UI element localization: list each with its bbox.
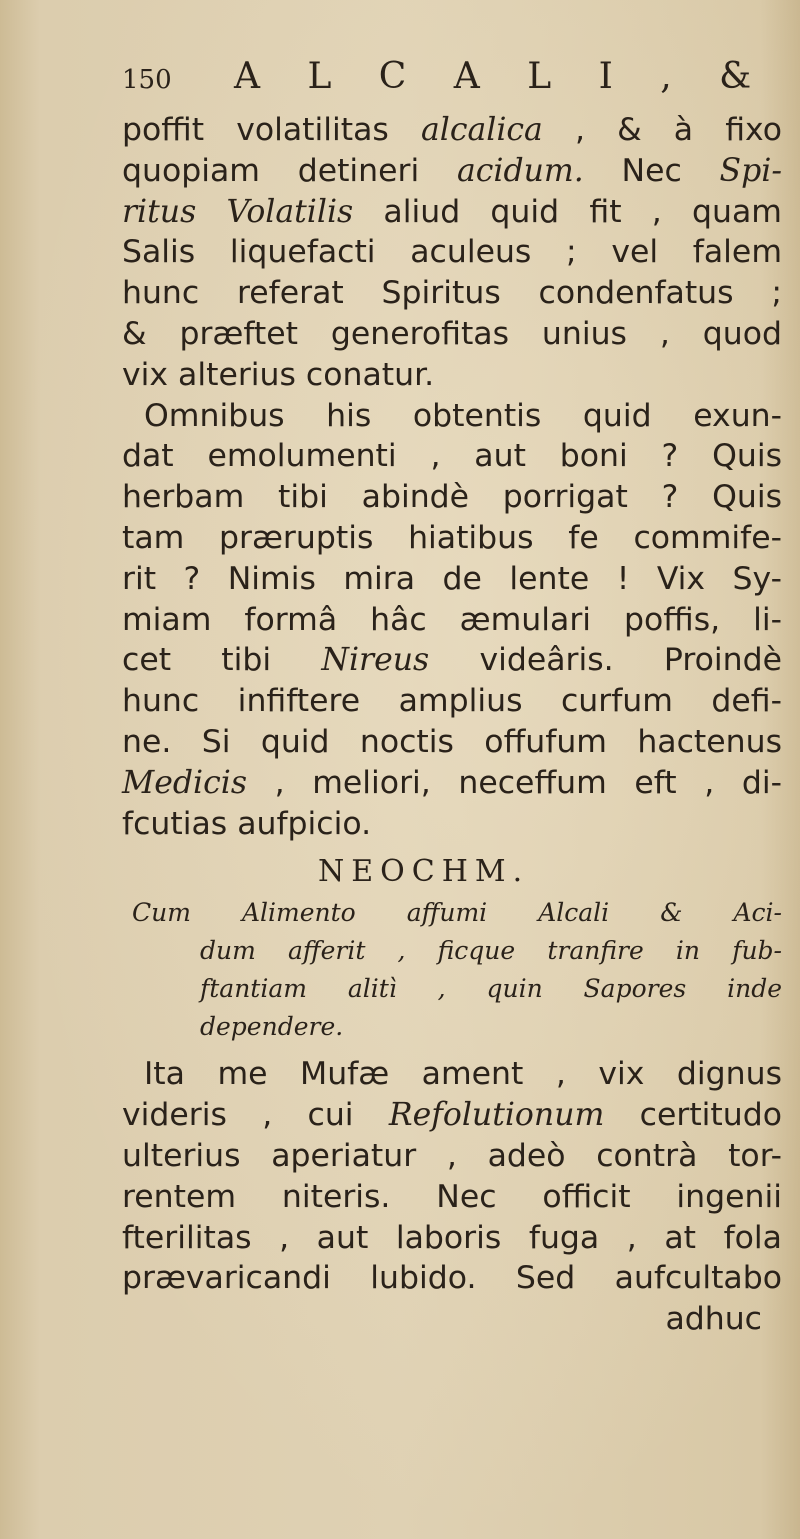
text-span: poffit volatilitas [122, 112, 421, 148]
paragraph-1 [122, 110, 782, 396]
text-span: ne. Si quid noctis offufum hactenus [122, 723, 782, 760]
text-span: quopiam detineri [122, 152, 457, 189]
paragraph-2 [122, 396, 782, 845]
text-span: ulterius aperiatur , adeò contrà tor- [122, 1137, 782, 1174]
text-span: rentem niteris. Nec officit ingenii [122, 1178, 782, 1215]
text-line [122, 1095, 782, 1136]
text-line [122, 314, 782, 355]
text-span: aliud quid fit , quam [353, 193, 782, 230]
text-span: miam formâ hâc æmulari poffis, li- [122, 601, 782, 638]
text-line [122, 559, 782, 600]
text-span: Salis liquefacti aculeus ; vel falem [122, 234, 782, 271]
page-number: 150 [122, 65, 172, 95]
italic-span: Nireus [321, 642, 430, 679]
text-span: vix alterius conatur. [122, 356, 435, 393]
quote-line: dependere. [200, 1012, 344, 1042]
text-span: cet tibi [122, 642, 322, 679]
text-span: Omnibus his obtentis quid exun- [144, 397, 782, 434]
text-line [122, 1136, 782, 1177]
text-line [122, 1218, 782, 1259]
quote-line: Cum Alimento affumi Alcali & Aci- [132, 898, 782, 928]
text-span: videâris. Proindè [429, 642, 782, 679]
text-span: tam præruptis hiatibus fe commife- [122, 519, 782, 556]
text-line [122, 232, 782, 273]
quote-author: NEOCHM. [318, 854, 530, 890]
text-span: fcutias aufpicio. [122, 805, 372, 842]
text-line [122, 151, 782, 192]
text-span: prævaricandi lubido. Sed aufcultabo [122, 1260, 782, 1297]
quote-block [122, 894, 782, 1046]
quote-line: ftantiam alitì , quin Sapores inde [200, 974, 782, 1004]
running-head-title: A L C A L I , & [234, 56, 770, 97]
text-span: dat emolumenti , aut boni ? Quis [122, 438, 782, 475]
text-line [122, 192, 782, 233]
text-line [122, 273, 782, 314]
italic-span: Medicis [122, 764, 248, 801]
text-span: Nec [583, 152, 720, 189]
text-span: videris , cui [122, 1097, 389, 1134]
italic-span: ritus Volatilis [122, 193, 354, 230]
text-line [122, 763, 782, 804]
text-span: hunc referat Spiritus condenfatus ; [122, 275, 782, 312]
italic-span: acidum. [456, 152, 584, 189]
text-span: , meliori, neceffum eft , di- [247, 764, 782, 801]
text-line [122, 722, 782, 763]
text-span: fterilitas , aut laboris fuga , at fola [122, 1219, 782, 1256]
text-line [122, 477, 782, 518]
quote-line: dum afferit , ficque tranfire in fub- [200, 936, 782, 966]
text-line [122, 1258, 782, 1299]
text-line [122, 436, 782, 477]
text-line [122, 1054, 782, 1095]
text-span: hunc infiftere amplius curfum defi- [122, 683, 782, 720]
text-line [122, 1177, 782, 1218]
paragraph-3 [122, 1054, 782, 1299]
text-line [122, 355, 782, 396]
text-line [122, 110, 782, 151]
text-span: Ita me Mufæ ament , vix dignus [144, 1056, 782, 1093]
running-head [122, 56, 782, 110]
text-line [122, 681, 782, 722]
text-span: herbam tibi abindè porrigat ? Quis [122, 479, 782, 516]
text-line [122, 518, 782, 559]
text-block [122, 56, 782, 1340]
text-line [122, 396, 782, 437]
italic-span: alcalica [420, 112, 543, 148]
text-line [122, 804, 782, 845]
italic-span: Refolutionum [388, 1097, 605, 1134]
text-line [122, 600, 782, 641]
catchword: adhuc [665, 1301, 762, 1338]
text-span: , & à fixo [542, 112, 782, 148]
text-line [122, 640, 782, 681]
text-span: & præftet generofitas unius , quod [122, 315, 782, 352]
italic-span: Spi- [719, 152, 782, 189]
text-span: certitudo [604, 1097, 782, 1134]
text-span: rit ? Nimis mira de lente ! Vix Sy- [122, 560, 782, 597]
